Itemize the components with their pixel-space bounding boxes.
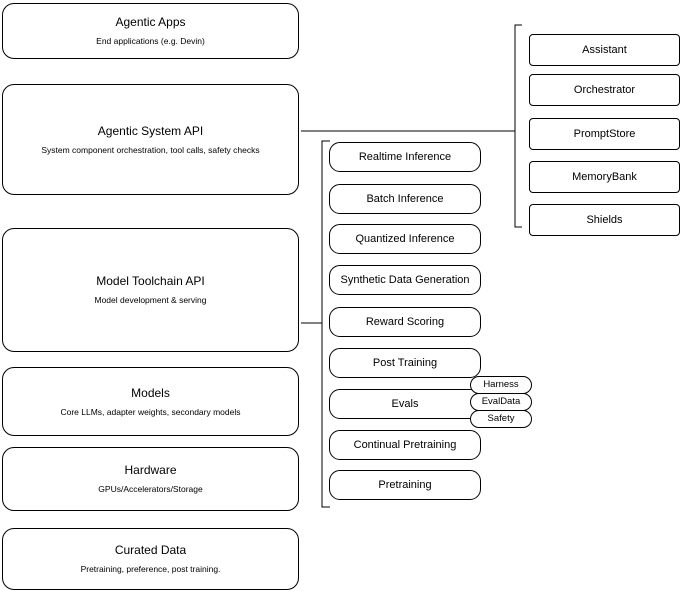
- layer-models[interactable]: [2, 367, 299, 436]
- layer-subtitle: System component orchestration, tool calls, safety checks: [41, 144, 260, 155]
- eval-pill-harness[interactable]: [470, 376, 532, 394]
- layer-subtitle: Pretraining, preference, post training.: [80, 564, 221, 574]
- component-quantized-inference[interactable]: [329, 224, 481, 254]
- layer-title: Model Toolchain API: [96, 274, 205, 288]
- eval-pill-label: EvalData: [481, 396, 521, 407]
- layer-model-toolchain-api[interactable]: [2, 228, 299, 352]
- component-label: MemoryBank: [572, 171, 637, 183]
- layer-title: Curated Data: [114, 543, 187, 557]
- component-batch-inference[interactable]: [329, 184, 481, 214]
- component-assistant[interactable]: [529, 34, 680, 66]
- component-label: Continual Pretraining: [353, 439, 457, 451]
- layer-subtitle: GPUs/Accelerators/Storage: [98, 484, 203, 494]
- component-label: Post Training: [372, 357, 438, 369]
- component-post-training[interactable]: [329, 348, 481, 378]
- layer-subtitle: Core LLMs, adapter weights, secondary models: [60, 406, 241, 417]
- component-label: Assistant: [582, 44, 627, 56]
- component-reward-scoring[interactable]: [329, 307, 481, 337]
- component-label: Quantized Inference: [355, 233, 455, 245]
- component-label: Shields: [586, 214, 623, 226]
- layer-subtitle: Model development & serving: [94, 295, 207, 305]
- component-evals[interactable]: [329, 389, 481, 419]
- component-orchestrator[interactable]: [529, 74, 680, 106]
- component-label: Pretraining: [378, 479, 432, 491]
- component-realtime-inference[interactable]: [329, 142, 481, 172]
- layer-title: Models: [131, 385, 170, 400]
- eval-pill-label: Safety: [487, 413, 515, 424]
- layer-agentic-apps[interactable]: [2, 3, 299, 59]
- component-label: Evals: [391, 398, 419, 410]
- layer-title: Agentic System API: [97, 123, 204, 138]
- component-memorybank[interactable]: [529, 161, 680, 193]
- layer-agentic-system-api[interactable]: [2, 84, 299, 195]
- component-label: Batch Inference: [366, 193, 444, 205]
- component-label: PromptStore: [573, 128, 636, 140]
- layer-hardware[interactable]: [2, 447, 299, 511]
- layer-title: Hardware: [124, 463, 177, 477]
- component-continual-pretraining[interactable]: [329, 430, 481, 460]
- component-promptstore[interactable]: [529, 118, 680, 150]
- component-label: Synthetic Data Generation: [340, 274, 470, 286]
- component-label: Realtime Inference: [358, 151, 452, 163]
- component-label: Reward Scoring: [365, 316, 445, 328]
- eval-pill-label: Harness: [483, 379, 519, 390]
- eval-pill-evaldata[interactable]: [470, 393, 532, 411]
- component-pretraining[interactable]: [329, 470, 481, 500]
- layer-title: Agentic Apps: [115, 15, 186, 29]
- layer-subtitle: End applications (e.g. Devin): [96, 36, 205, 46]
- component-shields[interactable]: [529, 204, 680, 236]
- component-synthetic-data-generation[interactable]: [329, 265, 481, 295]
- layer-curated-data[interactable]: [2, 528, 299, 590]
- component-label: Orchestrator: [573, 84, 636, 96]
- eval-pill-safety[interactable]: [470, 410, 532, 428]
